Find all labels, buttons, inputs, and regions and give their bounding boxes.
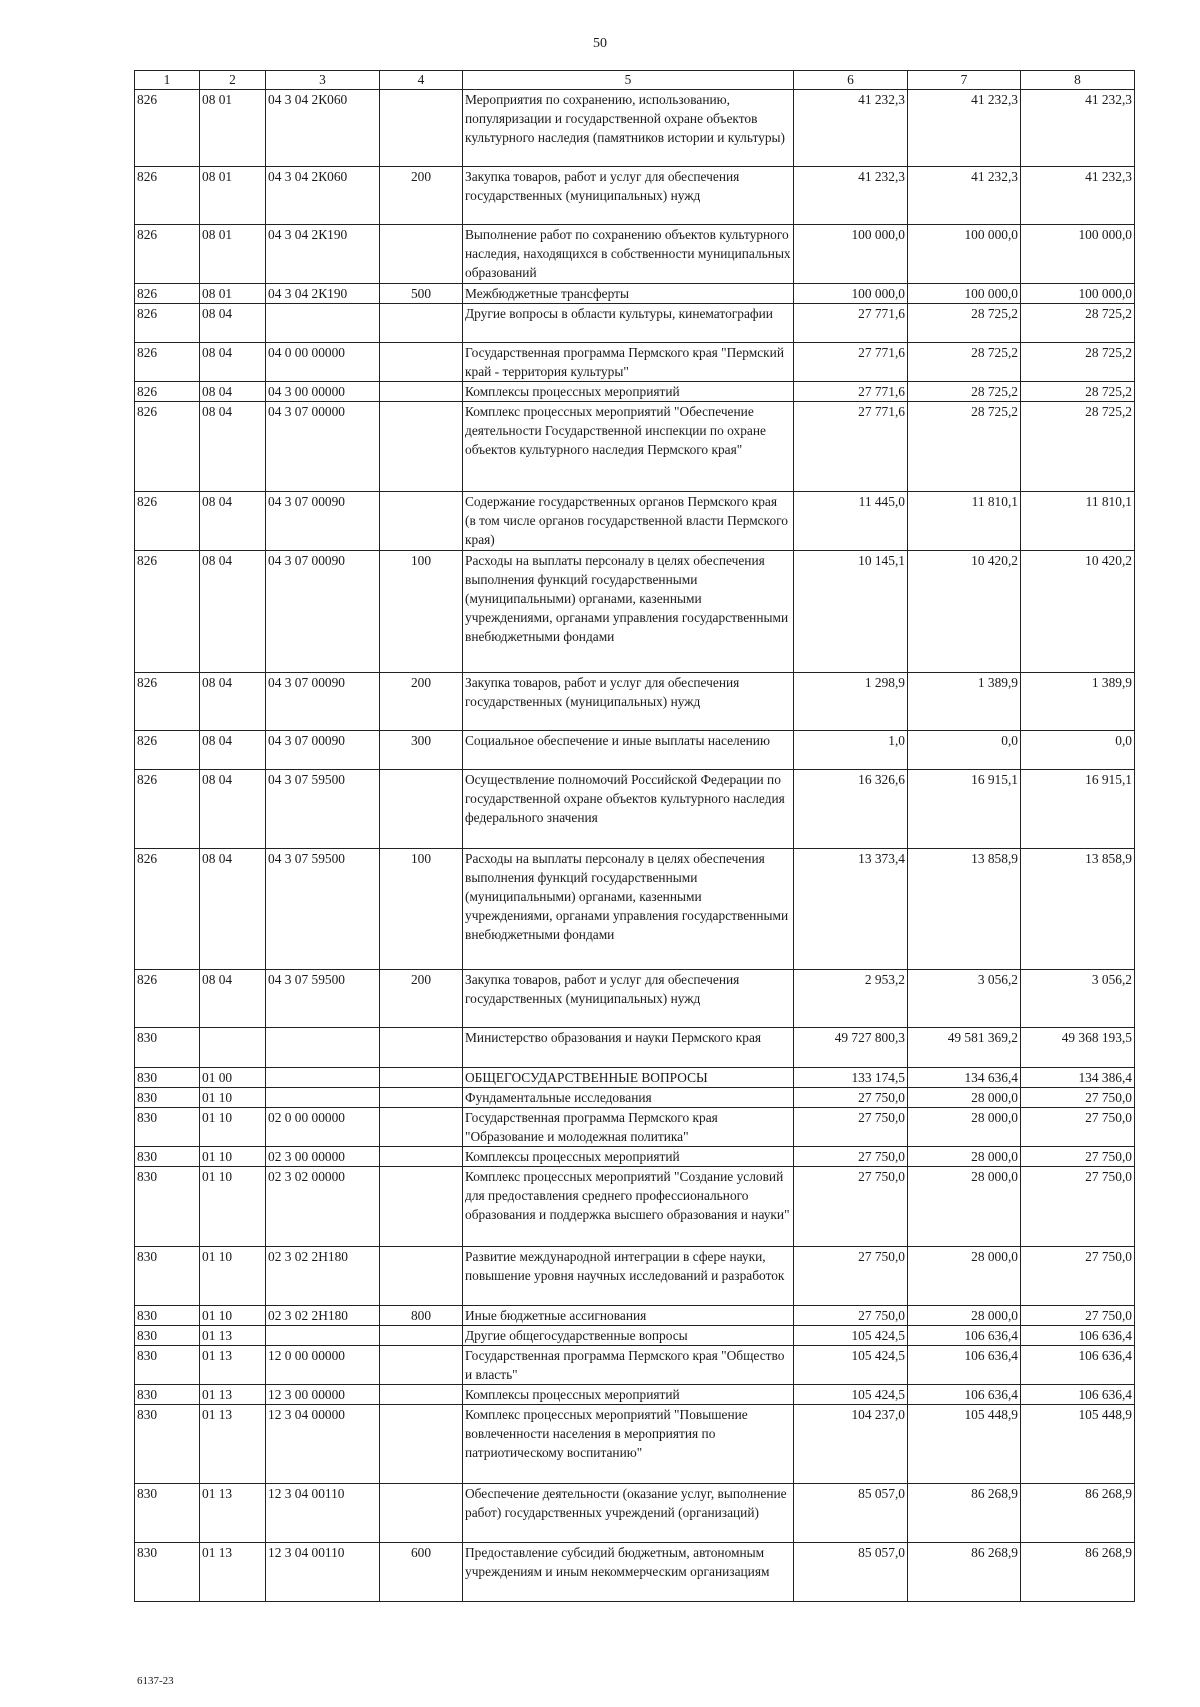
amount-col6-cell: 1,0: [794, 731, 908, 770]
table-row: [135, 849, 1135, 970]
table-row: [135, 551, 1135, 673]
table-row: [135, 1405, 1135, 1484]
item-name-cell: Государственная программа Пермского края "Образование и молодежная политика": [463, 1108, 794, 1147]
expense-type-cell: [380, 304, 463, 343]
target-article-cell: 12 3 04 00110: [266, 1543, 380, 1602]
amount-col7-cell: 86 268,9: [908, 1543, 1021, 1602]
amount-col8-cell: 106 636,4: [1021, 1326, 1135, 1346]
amount-col7-cell: 100 000,0: [908, 225, 1021, 284]
target-article-cell: 04 3 00 00000: [266, 382, 380, 402]
section-code-cell: 01 00: [200, 1068, 266, 1088]
amount-col7-cell: 28 000,0: [908, 1088, 1021, 1108]
amount-col8-cell: 13 858,9: [1021, 849, 1135, 970]
amount-col7-cell: 86 268,9: [908, 1484, 1021, 1543]
section-code-cell: 01 10: [200, 1167, 266, 1247]
expense-type-cell: [380, 1484, 463, 1543]
target-article-cell: 04 3 04 2К060: [266, 167, 380, 225]
item-name-cell: Другие вопросы в области культуры, кинематографии: [463, 304, 794, 343]
amount-col6-cell: 16 326,6: [794, 770, 908, 849]
admin-code-cell: 830: [135, 1484, 200, 1543]
admin-code-cell: 830: [135, 1147, 200, 1167]
admin-code-cell: 830: [135, 1385, 200, 1405]
target-article-cell: 04 3 07 00090: [266, 492, 380, 551]
expense-type-cell: 800: [380, 1306, 463, 1326]
admin-code-cell: 830: [135, 1326, 200, 1346]
amount-col8-cell: 27 750,0: [1021, 1167, 1135, 1247]
table-row: [135, 1147, 1135, 1167]
amount-col6-cell: 100 000,0: [794, 284, 908, 304]
amount-col6-cell: 105 424,5: [794, 1346, 908, 1385]
section-code-cell: 01 10: [200, 1088, 266, 1108]
amount-col8-cell: 3 056,2: [1021, 970, 1135, 1028]
table-row: [135, 167, 1135, 225]
admin-code-cell: 830: [135, 1068, 200, 1088]
item-name-cell: Мероприятия по сохранению, использованию, популяризации и государственной охране объектов культурного наследия (памятников истории и культуры): [463, 90, 794, 167]
column-header: 7: [908, 71, 1021, 90]
column-header: 4: [380, 71, 463, 90]
item-name-cell: Содержание государственных органов Пермского края (в том числе органов государственной власти Пермского края): [463, 492, 794, 551]
table-row: [135, 1484, 1135, 1543]
section-code-cell: 08 04: [200, 551, 266, 673]
target-article-cell: [266, 304, 380, 343]
amount-col6-cell: 27 750,0: [794, 1247, 908, 1306]
amount-col8-cell: 86 268,9: [1021, 1484, 1135, 1543]
item-name-cell: Закупка товаров, работ и услуг для обеспечения государственных (муниципальных) нужд: [463, 167, 794, 225]
admin-code-cell: 826: [135, 382, 200, 402]
amount-col6-cell: 27 771,6: [794, 402, 908, 492]
item-name-cell: Обеспечение деятельности (оказание услуг, выполнение работ) государственных учреждений (организаций): [463, 1484, 794, 1543]
item-name-cell: Расходы на выплаты персоналу в целях обеспечения выполнения функций государственными (муниципальными) органами, казенными учреждениями, органами управления государственными внебюджетными фондами: [463, 551, 794, 673]
amount-col7-cell: 100 000,0: [908, 284, 1021, 304]
admin-code-cell: 826: [135, 402, 200, 492]
admin-code-cell: 826: [135, 731, 200, 770]
target-article-cell: 04 0 00 00000: [266, 343, 380, 382]
table-row: [135, 90, 1135, 167]
expense-type-cell: 200: [380, 167, 463, 225]
amount-col6-cell: 11 445,0: [794, 492, 908, 551]
amount-col6-cell: 105 424,5: [794, 1326, 908, 1346]
amount-col6-cell: 27 750,0: [794, 1147, 908, 1167]
target-article-cell: 04 3 07 59500: [266, 970, 380, 1028]
expense-type-cell: [380, 1405, 463, 1484]
amount-col7-cell: 134 636,4: [908, 1068, 1021, 1088]
amount-col6-cell: 10 145,1: [794, 551, 908, 673]
admin-code-cell: 830: [135, 1028, 200, 1068]
expense-type-cell: [380, 225, 463, 284]
amount-col7-cell: 3 056,2: [908, 970, 1021, 1028]
admin-code-cell: 826: [135, 551, 200, 673]
section-code-cell: 08 04: [200, 343, 266, 382]
amount-col7-cell: 28 000,0: [908, 1167, 1021, 1247]
amount-col6-cell: 85 057,0: [794, 1484, 908, 1543]
amount-col8-cell: 28 725,2: [1021, 382, 1135, 402]
target-article-cell: 12 3 00 00000: [266, 1385, 380, 1405]
amount-col7-cell: 106 636,4: [908, 1326, 1021, 1346]
amount-col7-cell: 28 725,2: [908, 382, 1021, 402]
amount-col6-cell: 27 750,0: [794, 1167, 908, 1247]
amount-col6-cell: 100 000,0: [794, 225, 908, 284]
target-article-cell: 04 3 07 00090: [266, 673, 380, 731]
target-article-cell: 12 3 04 00110: [266, 1484, 380, 1543]
amount-col7-cell: 106 636,4: [908, 1346, 1021, 1385]
amount-col8-cell: 27 750,0: [1021, 1247, 1135, 1306]
expense-type-cell: 200: [380, 673, 463, 731]
amount-col8-cell: 1 389,9: [1021, 673, 1135, 731]
expense-type-cell: 200: [380, 970, 463, 1028]
amount-col6-cell: 133 174,5: [794, 1068, 908, 1088]
amount-col7-cell: 28 000,0: [908, 1247, 1021, 1306]
expense-type-cell: 500: [380, 284, 463, 304]
amount-col6-cell: 41 232,3: [794, 167, 908, 225]
amount-col6-cell: 2 953,2: [794, 970, 908, 1028]
target-article-cell: 02 3 02 2Н180: [266, 1306, 380, 1326]
target-article-cell: 04 3 07 00090: [266, 551, 380, 673]
table-row: [135, 1247, 1135, 1306]
amount-col6-cell: 27 771,6: [794, 382, 908, 402]
target-article-cell: 02 0 00 00000: [266, 1108, 380, 1147]
amount-col8-cell: 27 750,0: [1021, 1088, 1135, 1108]
table-row: [135, 1108, 1135, 1147]
section-code-cell: 08 04: [200, 492, 266, 551]
target-article-cell: 04 3 07 59500: [266, 849, 380, 970]
amount-col8-cell: 134 386,4: [1021, 1068, 1135, 1088]
item-name-cell: Другие общегосударственные вопросы: [463, 1326, 794, 1346]
amount-col8-cell: 106 636,4: [1021, 1385, 1135, 1405]
expense-type-cell: [380, 382, 463, 402]
amount-col8-cell: 11 810,1: [1021, 492, 1135, 551]
target-article-cell: 02 3 02 2Н180: [266, 1247, 380, 1306]
target-article-cell: 04 3 04 2К060: [266, 90, 380, 167]
table-row: [135, 1326, 1135, 1346]
table-row: [135, 1068, 1135, 1088]
section-code-cell: 01 13: [200, 1385, 266, 1405]
amount-col8-cell: 10 420,2: [1021, 551, 1135, 673]
expense-type-cell: [380, 770, 463, 849]
expense-type-cell: [380, 1346, 463, 1385]
footer-code: 6137-23: [137, 1675, 174, 1687]
amount-col7-cell: 11 810,1: [908, 492, 1021, 551]
expense-type-cell: [380, 90, 463, 167]
column-header: 2: [200, 71, 266, 90]
target-article-cell: 02 3 02 00000: [266, 1167, 380, 1247]
table-row: [135, 1088, 1135, 1108]
expense-type-cell: [380, 1247, 463, 1306]
item-name-cell: Предоставление субсидий бюджетным, автономным учреждениям и иным некоммерческим организациям: [463, 1543, 794, 1602]
amount-col6-cell: 27 771,6: [794, 343, 908, 382]
amount-col7-cell: 28 725,2: [908, 304, 1021, 343]
amount-col6-cell: 27 750,0: [794, 1088, 908, 1108]
target-article-cell: [266, 1326, 380, 1346]
amount-col7-cell: 28 000,0: [908, 1108, 1021, 1147]
column-header: 1: [135, 71, 200, 90]
admin-code-cell: 826: [135, 343, 200, 382]
section-code-cell: 01 10: [200, 1108, 266, 1147]
section-code-cell: 08 01: [200, 167, 266, 225]
expense-type-cell: [380, 1108, 463, 1147]
amount-col7-cell: 41 232,3: [908, 90, 1021, 167]
target-article-cell: [266, 1028, 380, 1068]
table-row: [135, 225, 1135, 284]
target-article-cell: 04 3 04 2К190: [266, 225, 380, 284]
amount-col8-cell: 27 750,0: [1021, 1147, 1135, 1167]
amount-col7-cell: 1 389,9: [908, 673, 1021, 731]
amount-col8-cell: 27 750,0: [1021, 1108, 1135, 1147]
page-number: 50: [593, 36, 607, 51]
amount-col6-cell: 27 771,6: [794, 304, 908, 343]
amount-col7-cell: 28 000,0: [908, 1306, 1021, 1326]
amount-col8-cell: 106 636,4: [1021, 1346, 1135, 1385]
amount-col7-cell: 10 420,2: [908, 551, 1021, 673]
expense-type-cell: 300: [380, 731, 463, 770]
amount-col6-cell: 13 373,4: [794, 849, 908, 970]
admin-code-cell: 826: [135, 167, 200, 225]
column-header: 3: [266, 71, 380, 90]
admin-code-cell: 826: [135, 849, 200, 970]
amount-col7-cell: 16 915,1: [908, 770, 1021, 849]
column-header: 5: [463, 71, 794, 90]
section-code-cell: 01 10: [200, 1147, 266, 1167]
amount-col8-cell: 28 725,2: [1021, 304, 1135, 343]
section-code-cell: 08 01: [200, 90, 266, 167]
expense-type-cell: 100: [380, 551, 463, 673]
amount-col6-cell: 85 057,0: [794, 1543, 908, 1602]
column-header: 8: [1021, 71, 1135, 90]
item-name-cell: Комплекс процессных мероприятий "Создание условий для предоставления среднего профессионального образования и поддержка высшего образования и науки": [463, 1167, 794, 1247]
item-name-cell: Закупка товаров, работ и услуг для обеспечения государственных (муниципальных) нужд: [463, 970, 794, 1028]
amount-col8-cell: 105 448,9: [1021, 1405, 1135, 1484]
item-name-cell: Осуществление полномочий Российской Федерации по государственной охране объектов культурного наследия федерального значения: [463, 770, 794, 849]
target-article-cell: 04 3 07 59500: [266, 770, 380, 849]
amount-col7-cell: 106 636,4: [908, 1385, 1021, 1405]
amount-col6-cell: 27 750,0: [794, 1108, 908, 1147]
admin-code-cell: 830: [135, 1346, 200, 1385]
section-code-cell: 01 13: [200, 1405, 266, 1484]
amount-col8-cell: 100 000,0: [1021, 225, 1135, 284]
expense-type-cell: [380, 1068, 463, 1088]
expense-type-cell: [380, 492, 463, 551]
section-code-cell: 08 04: [200, 673, 266, 731]
section-code-cell: 08 04: [200, 970, 266, 1028]
amount-col6-cell: 41 232,3: [794, 90, 908, 167]
section-code-cell: 08 04: [200, 731, 266, 770]
amount-col8-cell: 100 000,0: [1021, 284, 1135, 304]
table-header-row: [135, 71, 1135, 90]
amount-col6-cell: 27 750,0: [794, 1306, 908, 1326]
admin-code-cell: 830: [135, 1306, 200, 1326]
amount-col8-cell: 49 368 193,5: [1021, 1028, 1135, 1068]
table-row: [135, 284, 1135, 304]
section-code-cell: 08 04: [200, 770, 266, 849]
table-row: [135, 1346, 1135, 1385]
expense-type-cell: [380, 1385, 463, 1405]
item-name-cell: Фундаментальные исследования: [463, 1088, 794, 1108]
item-name-cell: Развитие международной интеграции в сфере науки, повышение уровня научных исследований и разработок: [463, 1247, 794, 1306]
amount-col8-cell: 86 268,9: [1021, 1543, 1135, 1602]
budget-table: [134, 70, 1135, 1602]
target-article-cell: 04 3 04 2К190: [266, 284, 380, 304]
section-code-cell: 01 13: [200, 1484, 266, 1543]
table-row: [135, 382, 1135, 402]
section-code-cell: 08 01: [200, 225, 266, 284]
expense-type-cell: 100: [380, 849, 463, 970]
table-row: [135, 1385, 1135, 1405]
table-row: [135, 1167, 1135, 1247]
item-name-cell: Комплекс процессных мероприятий "Повышение вовлеченности населения в мероприятия по патриотическому воспитанию": [463, 1405, 794, 1484]
admin-code-cell: 826: [135, 304, 200, 343]
admin-code-cell: 830: [135, 1543, 200, 1602]
admin-code-cell: 830: [135, 1088, 200, 1108]
table-row: [135, 402, 1135, 492]
section-code-cell: 08 04: [200, 382, 266, 402]
table-row: [135, 970, 1135, 1028]
amount-col6-cell: 104 237,0: [794, 1405, 908, 1484]
amount-col6-cell: 105 424,5: [794, 1385, 908, 1405]
table-row: [135, 1028, 1135, 1068]
expense-type-cell: [380, 343, 463, 382]
item-name-cell: Комплексы процессных мероприятий: [463, 382, 794, 402]
amount-col8-cell: 16 915,1: [1021, 770, 1135, 849]
target-article-cell: 04 3 07 00090: [266, 731, 380, 770]
expense-type-cell: [380, 1028, 463, 1068]
target-article-cell: 12 3 04 00000: [266, 1405, 380, 1484]
table-body: [135, 90, 1135, 1602]
item-name-cell: Расходы на выплаты персоналу в целях обеспечения выполнения функций государственными (муниципальными) органами, казенными учреждениями, органами управления государственными внебюджетными фондами: [463, 849, 794, 970]
section-code-cell: [200, 1028, 266, 1068]
amount-col8-cell: 28 725,2: [1021, 343, 1135, 382]
section-code-cell: 01 13: [200, 1346, 266, 1385]
amount-col6-cell: 1 298,9: [794, 673, 908, 731]
amount-col7-cell: 13 858,9: [908, 849, 1021, 970]
item-name-cell: Комплексы процессных мероприятий: [463, 1385, 794, 1405]
target-article-cell: 04 3 07 00000: [266, 402, 380, 492]
column-header: 6: [794, 71, 908, 90]
amount-col7-cell: 28 725,2: [908, 343, 1021, 382]
amount-col7-cell: 28 000,0: [908, 1147, 1021, 1167]
section-code-cell: 08 04: [200, 402, 266, 492]
item-name-cell: Закупка товаров, работ и услуг для обеспечения государственных (муниципальных) нужд: [463, 673, 794, 731]
target-article-cell: 02 3 00 00000: [266, 1147, 380, 1167]
item-name-cell: Комплекс процессных мероприятий "Обеспечение деятельности Государственной инспекции по охране объектов культурного наследия Пермского края": [463, 402, 794, 492]
table-row: [135, 343, 1135, 382]
target-article-cell: [266, 1068, 380, 1088]
target-article-cell: [266, 1088, 380, 1108]
item-name-cell: Министерство образования и науки Пермского края: [463, 1028, 794, 1068]
admin-code-cell: 830: [135, 1405, 200, 1484]
admin-code-cell: 826: [135, 225, 200, 284]
amount-col8-cell: 27 750,0: [1021, 1306, 1135, 1326]
amount-col7-cell: 105 448,9: [908, 1405, 1021, 1484]
amount-col6-cell: 49 727 800,3: [794, 1028, 908, 1068]
table-row: [135, 731, 1135, 770]
table-row: [135, 673, 1135, 731]
amount-col8-cell: 41 232,3: [1021, 167, 1135, 225]
admin-code-cell: 830: [135, 1108, 200, 1147]
amount-col8-cell: 28 725,2: [1021, 402, 1135, 492]
item-name-cell: ОБЩЕГОСУДАРСТВЕННЫЕ ВОПРОСЫ: [463, 1068, 794, 1088]
table-row: [135, 492, 1135, 551]
expense-type-cell: [380, 1326, 463, 1346]
amount-col8-cell: 0,0: [1021, 731, 1135, 770]
section-code-cell: 08 04: [200, 849, 266, 970]
section-code-cell: 01 10: [200, 1306, 266, 1326]
item-name-cell: Комплексы процессных мероприятий: [463, 1147, 794, 1167]
amount-col8-cell: 41 232,3: [1021, 90, 1135, 167]
expense-type-cell: [380, 402, 463, 492]
expense-type-cell: [380, 1167, 463, 1247]
item-name-cell: Государственная программа Пермского края "Пермский край - территория культуры": [463, 343, 794, 382]
admin-code-cell: 826: [135, 492, 200, 551]
item-name-cell: Иные бюджетные ассигнования: [463, 1306, 794, 1326]
admin-code-cell: 830: [135, 1247, 200, 1306]
admin-code-cell: 826: [135, 970, 200, 1028]
section-code-cell: 01 13: [200, 1326, 266, 1346]
expense-type-cell: [380, 1147, 463, 1167]
amount-col7-cell: 28 725,2: [908, 402, 1021, 492]
amount-col7-cell: 49 581 369,2: [908, 1028, 1021, 1068]
admin-code-cell: 826: [135, 770, 200, 849]
admin-code-cell: 826: [135, 284, 200, 304]
expense-type-cell: 600: [380, 1543, 463, 1602]
section-code-cell: 08 01: [200, 284, 266, 304]
item-name-cell: Государственная программа Пермского края "Общество и власть": [463, 1346, 794, 1385]
amount-col7-cell: 41 232,3: [908, 167, 1021, 225]
admin-code-cell: 826: [135, 90, 200, 167]
section-code-cell: 08 04: [200, 304, 266, 343]
admin-code-cell: 830: [135, 1167, 200, 1247]
expense-type-cell: [380, 1088, 463, 1108]
table-row: [135, 1543, 1135, 1602]
table-row: [135, 1306, 1135, 1326]
table-row: [135, 770, 1135, 849]
item-name-cell: Межбюджетные трансферты: [463, 284, 794, 304]
item-name-cell: Социальное обеспечение и иные выплаты населению: [463, 731, 794, 770]
section-code-cell: 01 13: [200, 1543, 266, 1602]
admin-code-cell: 826: [135, 673, 200, 731]
item-name-cell: Выполнение работ по сохранению объектов культурного наследия, находящихся в собственности муниципальных образований: [463, 225, 794, 284]
amount-col7-cell: 0,0: [908, 731, 1021, 770]
target-article-cell: 12 0 00 00000: [266, 1346, 380, 1385]
table-row: [135, 304, 1135, 343]
section-code-cell: 01 10: [200, 1247, 266, 1306]
